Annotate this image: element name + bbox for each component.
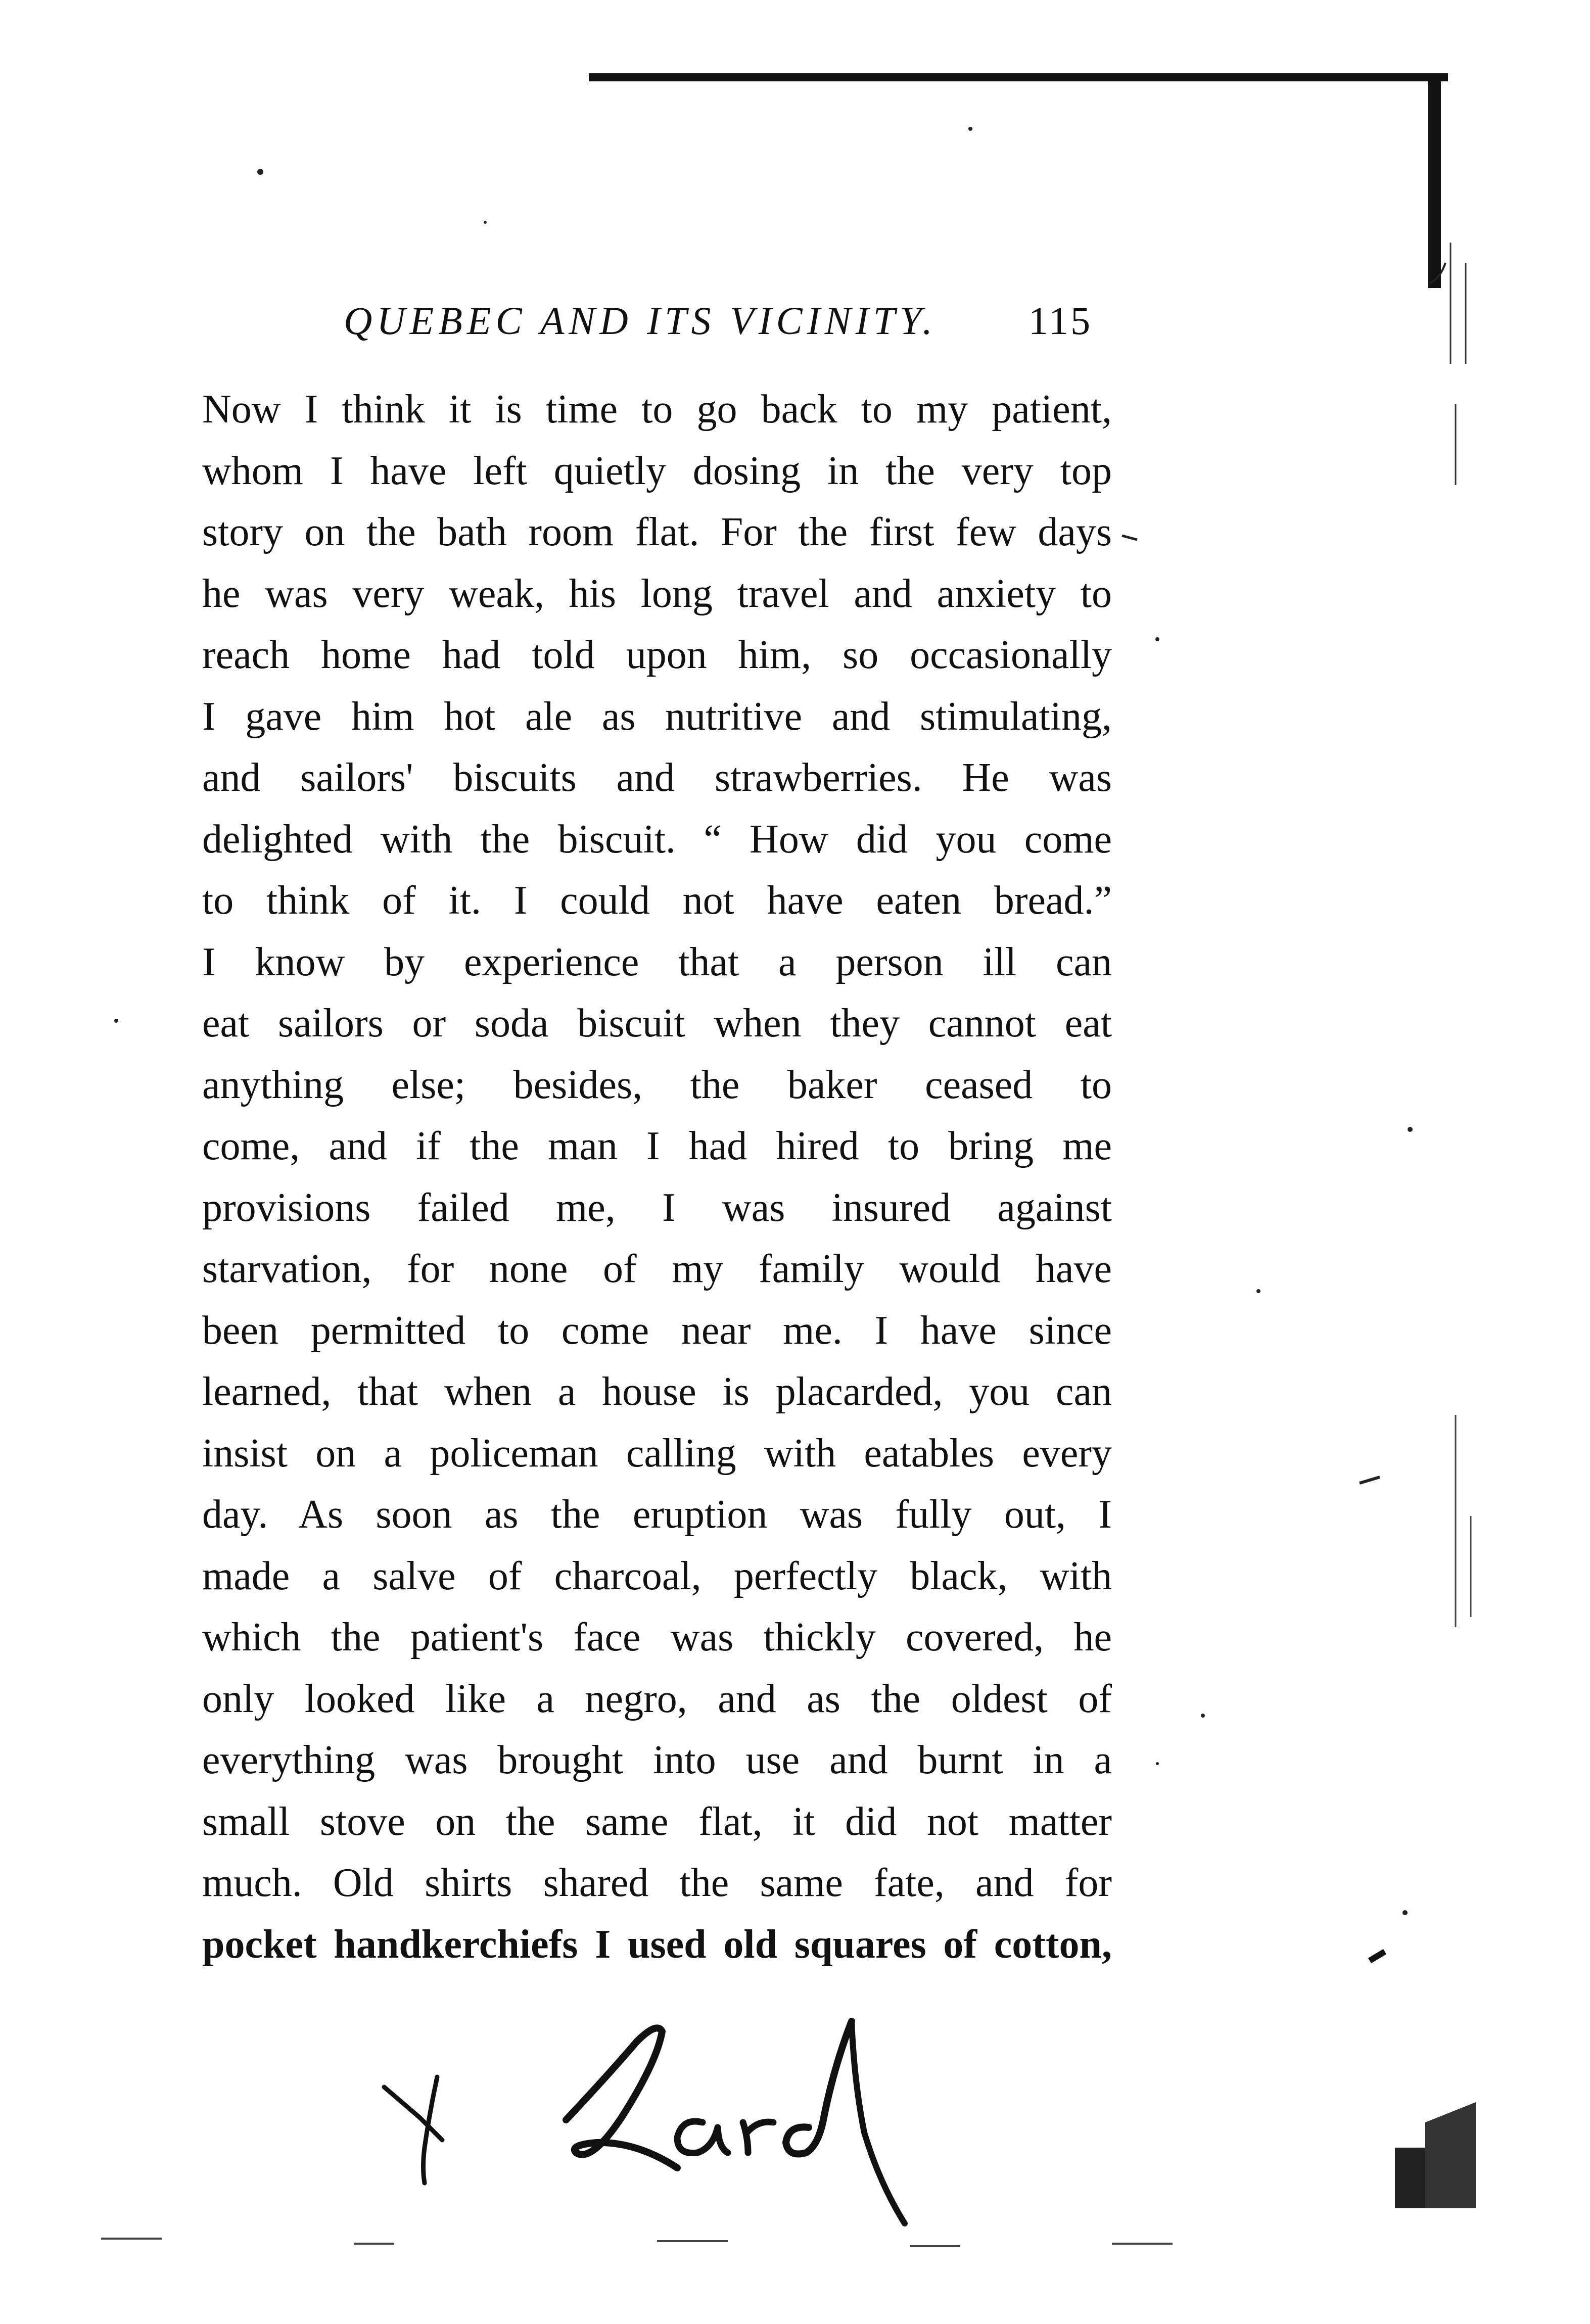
- text-line: insist on a policeman calling with eatables every: [202, 1431, 1112, 1476]
- text-line: delighted with the biscuit. “ How did you come: [202, 817, 1112, 862]
- text-line: everything was brought into use and burnt in a: [202, 1738, 1112, 1782]
- text-line: made a salve of charcoal, perfectly black, with: [202, 1553, 1112, 1598]
- text-line: provisions failed me, I was insured against: [202, 1185, 1112, 1230]
- right-edge-rule: [1428, 76, 1441, 288]
- text-line: Now I think it is time to go back to my patient,: [202, 387, 1112, 432]
- text-line: and sailors' biscuits and strawberries. He was: [202, 755, 1112, 800]
- text-line: pocket handkerchiefs I used old squares of cotton,: [202, 1922, 1112, 1967]
- running-title: QUEBEC AND ITS VICINITY.: [344, 299, 937, 343]
- text-line: I know by experience that a person ill can: [202, 939, 1112, 984]
- text-line: he was very weak, his long travel and anxiety to: [202, 571, 1112, 616]
- body-text: [202, 379, 1112, 1975]
- text-line: day. As soon as the eruption was fully out, I: [202, 1492, 1112, 1537]
- text-line: anything else; besides, the baker ceased to: [202, 1062, 1112, 1107]
- text-line: I gave him hot ale as nutritive and stimulating,: [202, 694, 1112, 739]
- text-line: small stove on the same flat, it did not matter: [202, 1799, 1112, 1844]
- text-line: which the patient's face was thickly covered, he: [202, 1615, 1112, 1659]
- text-line: whom I have left quietly dosing in the very top: [202, 448, 1112, 493]
- text-line: eat sailors or soda biscuit when they cannot eat: [202, 1001, 1112, 1046]
- text-line: only looked like a negro, and as the oldest of: [202, 1676, 1112, 1721]
- text-line: learned, that when a house is placarded, you can: [202, 1369, 1112, 1414]
- text-line: to think of it. I could not have eaten bread.”: [202, 878, 1112, 923]
- text-line: reach home had told upon him, so occasionally: [202, 633, 1112, 677]
- page-number: 115: [1028, 299, 1093, 343]
- running-head: [323, 291, 1132, 351]
- text-line: come, and if the man I had hired to bring me: [202, 1124, 1112, 1168]
- top-edge-rule: [589, 73, 1448, 81]
- handwritten-annotation: [354, 2001, 1011, 2234]
- text-line: story on the bath room flat. For the first few days: [202, 510, 1112, 554]
- text-line: starvation, for none of my family would have: [202, 1247, 1112, 1291]
- text-line: been permitted to come near me. I have since: [202, 1308, 1112, 1353]
- text-line: much. Old shirts shared the same fate, and for: [202, 1861, 1112, 1905]
